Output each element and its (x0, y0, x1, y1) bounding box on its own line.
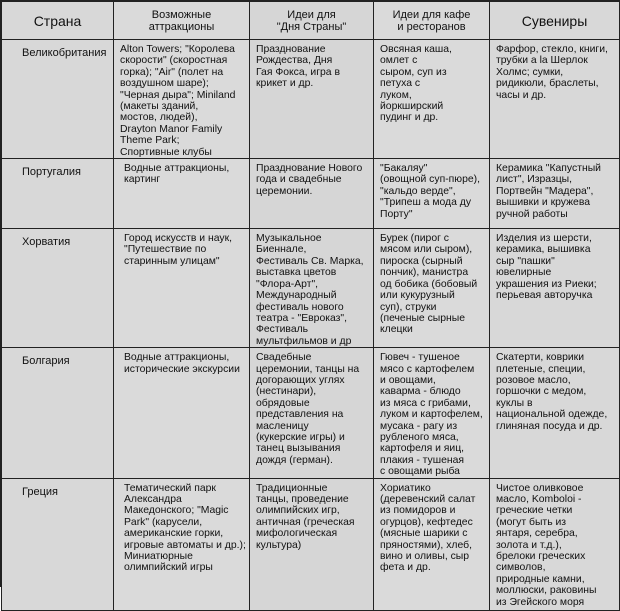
header-country: Страна (2, 2, 114, 40)
header-cafe-ideas: Идеи для кафе и ресторанов (374, 2, 490, 40)
day-ideas-cell: Празднование Нового года и свадебные церемонии. (250, 159, 374, 229)
day-ideas-cell: Празднование Рождества, Дня Гая Фокса, игра в крикет и др. (250, 40, 374, 159)
day-ideas-cell: Традиционные танцы, проведение олимпийских игр, античная (греческая мифологическая культура) (250, 478, 374, 610)
table-row-bulgaria (2, 348, 620, 478)
country-cell: Португалия (2, 159, 114, 229)
cafe-ideas-cell: Хориатико (деревенский салат из помидоров и огурцов), кефтедес (мясные шарики с пряностями), хлеб, вино и оливы, сыр фета и др. (374, 478, 490, 610)
country-cell: Греция (2, 478, 114, 610)
cafe-ideas-cell: "Бакаляу" (овощной суп-пюре), "кальдо верде", "Трипеш а мода ду Порту" (374, 159, 490, 229)
table-row-portugal (2, 159, 620, 229)
day-ideas-cell: Музыкальное Биеннале, Фестиваль Св. Марка, выставка цветов "Флора-Арт", Международный фестиваль нового театра - "Евроказ", Фестиваль мультфильмов и др (250, 229, 374, 348)
table-row-greece (2, 478, 620, 610)
table-row-great-britain (2, 40, 620, 159)
day-ideas-cell: Свадебные церемонии, танцы на догорающих углях (нестинари), обрядовые представления на масленицу (кукерские игры) и танец вызывания дождя (герман). (250, 348, 374, 478)
attractions-cell: Город искусств и наук, "Путешествие по старинным улицам" (114, 229, 250, 348)
cafe-ideas-cell: Овсяная каша, омлет с сыром, суп из петуха с луком, йоркширский пудинг и др. (374, 40, 490, 159)
country-cell: Великобритания (2, 40, 114, 159)
souvenirs-cell: Фарфор, стекло, книги, трубки а la Шерлок Холмс; сумки, ридикюли, браслеты, часы и др. (490, 40, 620, 159)
header-country-day-ideas: Идеи для "Дня Страны" (250, 2, 374, 40)
header-attractions: Возможные аттракционы (114, 2, 250, 40)
cafe-ideas-cell: Бурек (пирог с мясом или сыром), пироска (сырный пончик), манистра од бобика (бобовый или кукурузный суп), струки (печеные сырные клецки (374, 229, 490, 348)
souvenirs-cell: Чистое оливковое масло, Komboloi - греческие четки (могут быть из янтаря, серебра, золота и т.д.), брелоки греческих символов, природные камни, моллюски, раковины из Эгейского моря (490, 478, 620, 610)
attractions-cell: Водные аттракционы, исторические экскурсии (114, 348, 250, 478)
country-cell: Болгария (2, 348, 114, 478)
table-row-croatia (2, 229, 620, 348)
table-header-row (2, 2, 620, 40)
attractions-cell: Alton Towers; "Королева скорости" (скоростная горка); "Air" (полет на воздушном шаре); "Черная дыра"; Miniland (макеты зданий, мостов, людей), Drayton Manor Family Theme Park; Спортивные клубы (114, 40, 250, 159)
cafe-ideas-cell: Гювеч - тушеное мясо с картофелем и овощами, каварма - блюдо из мяса с грибами, луком и картофелем, мусака - рагу из рубленого мяса, картофеля и яиц, плакия - тушеная с овощами рыба (374, 348, 490, 478)
souvenirs-cell: Скатерти, коврики плетеные, специи, розовое масло, горшочки с медом, куклы в национальной одежде, глиняная посуда и др. (490, 348, 620, 478)
country-cell: Хорватия (2, 229, 114, 348)
header-souvenirs: Сувениры (490, 2, 620, 40)
attractions-cell: Тематический парк Александра Македонского; "Magic Park" (карусели, американские горки, игровые автоматы и др.); Миниатюрные олимпийский игры (114, 478, 250, 610)
souvenirs-cell: Изделия из шерсти, керамика, вышивка сыр "пашки" ювелирные украшения из Риеки; перьевая авторучка (490, 229, 620, 348)
souvenirs-cell: Керамика "Капустный лист", Изразцы, Портвейн "Мадера", вышивки и кружева ручной работы (490, 159, 620, 229)
country-ideas-table (1, 1, 620, 611)
attractions-cell: Водные аттракционы, картинг (114, 159, 250, 229)
